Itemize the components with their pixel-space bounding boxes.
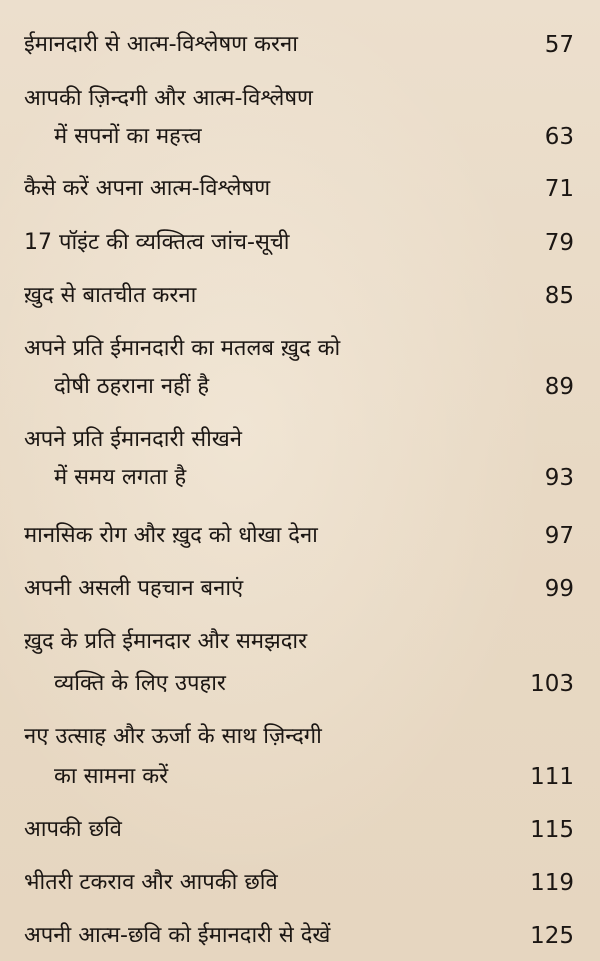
toc-entry-title-line: व्यक्ति के लिए उपहार [54,671,226,696]
toc-entry-page-number: 85 [544,283,574,309]
toc-entry-title-line: नए उत्साह और ऊर्जा के साथ ज़िन्दगी [24,724,322,749]
toc-entry-page-number: 63 [544,124,574,150]
toc-entry-title-line: दोषी ठहराना नहीं है [54,374,210,399]
toc-entry-title-line: का सामना करें [54,764,169,789]
toc-entry-title-line: ख़ुद से बातचीत करना [24,283,197,308]
toc-entry-page-number: 111 [530,764,574,790]
toc-entry-title-line: मानसिक रोग और ख़ुद को धोखा देना [24,523,318,548]
toc-entry-page-number: 125 [530,923,574,949]
toc-entry-title-line: ख़ुद के प्रति ईमानदार और समझदार [24,629,308,654]
toc-entry-title-line: अपनी आत्म-छवि को ईमानदारी से देखें [24,923,331,948]
toc-entry-page-number: 93 [544,465,574,491]
toc-entry-title-line: अपने प्रति ईमानदारी सीखने [24,427,242,452]
toc-entry-title-line: आपकी छवि [24,817,122,842]
toc-entry-page-number: 79 [544,230,574,256]
toc-entry-page-number: 119 [530,870,574,896]
toc-entry-title-line: आपकी ज़िन्दगी और आत्म-विश्लेषण [24,86,313,111]
toc-entry-page-number: 57 [544,32,574,58]
toc-entry-title-line: 17 पॉइंट की व्यक्तित्व जांच-सूची [24,230,290,255]
toc-entry-title-line: ईमानदारी से आत्म-विश्लेषण करना [24,32,298,57]
toc-entry-page-number: 99 [544,576,574,602]
toc-entry-page-number: 71 [544,176,574,202]
toc-entry-title-line: में सपनों का महत्त्व [54,124,202,149]
toc-entry-page-number: 89 [544,374,574,400]
toc-entry-title-line: भीतरी टकराव और आपकी छवि [24,870,278,895]
toc-entry-title-line: में समय लगता है [54,465,187,490]
toc-entry-title-line: अपने प्रति ईमानदारी का मतलब ख़ुद को [24,336,341,361]
toc-entry-page-number: 103 [530,671,574,697]
toc-entry-page-number: 115 [530,817,574,843]
toc-entry-title-line: कैसे करें अपना आत्म-विश्लेषण [24,176,271,201]
toc-entry-page-number: 97 [544,523,574,549]
toc-entry-title-line: अपनी असली पहचान बनाएं [24,576,244,601]
